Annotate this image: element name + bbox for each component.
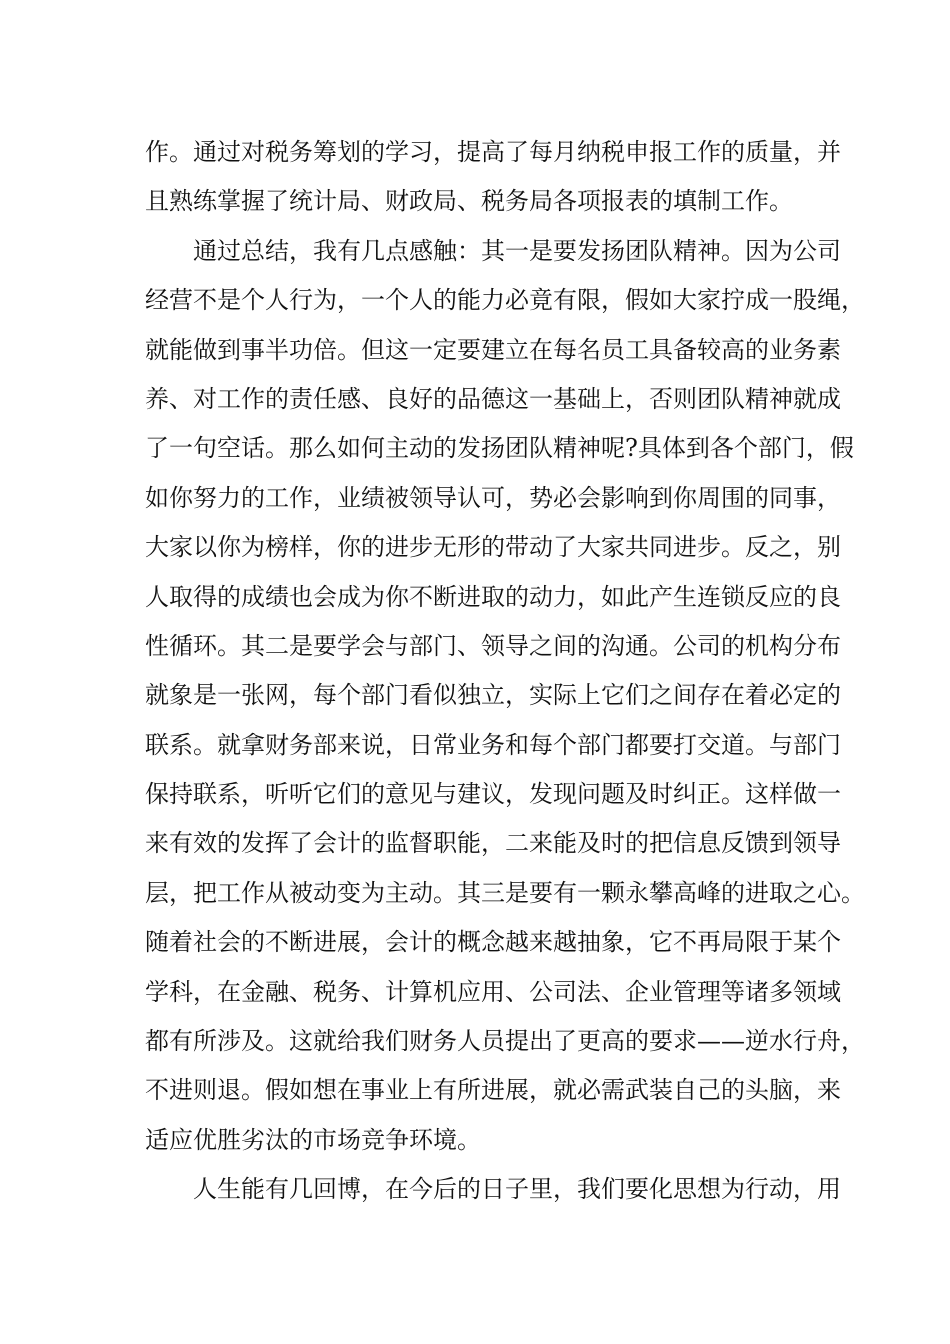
text-line: 随着社会的不断进展，会计的概念越来越抽象，它不再局限于某个	[145, 928, 841, 957]
text-line: 如你努力的工作，业绩被领导认可，势必会影响到你周围的同事，	[145, 483, 841, 512]
text-line: 了一句空话。那么如何主动的发扬团队精神呢?具体到各个部门，假	[145, 434, 854, 463]
text-line: 人生能有几回博，在今后的日子里，我们要化思想为行动，用	[193, 1175, 841, 1204]
text-line: 就象是一张网，每个部门看似独立，实际上它们之间存在着必定的	[145, 681, 841, 710]
text-line: 联系。就拿财务部来说，日常业务和每个部门都要打交道。与部门	[145, 730, 841, 759]
text-line: 层，把工作从被动变为主动。其三是要有一颗永攀高峰的进取之心。	[145, 878, 865, 907]
text-line: 人取得的成绩也会成为你不断进取的动力，如此产生连锁反应的良	[145, 582, 841, 611]
text-line: 都有所涉及。这就给我们财务人员提出了更高的要求——逆水行舟，	[145, 1027, 865, 1056]
text-line: 适应优胜劣汰的市场竞争环境。	[145, 1125, 481, 1154]
document-body	[145, 128, 865, 1215]
text-line: 保持联系，听听它们的意见与建议，发现问题及时纠正。这样做一	[145, 780, 841, 809]
text-line: 就能做到事半功倍。但这一定要建立在每名员工具备较高的业务素	[145, 335, 841, 364]
paragraph	[145, 128, 841, 227]
paragraph	[145, 227, 865, 1165]
text-line: 学科，在金融、税务、计算机应用、公司法、企业管理等诸多领域	[145, 977, 841, 1006]
paragraph	[145, 1165, 841, 1214]
text-line: 经营不是个人行为，一个人的能力必竟有限，假如大家拧成一股绳，	[145, 286, 865, 315]
text-line: 作。通过对税务筹划的学习，提高了每月纳税申报工作的质量，并	[145, 138, 841, 166]
text-line: 来有效的发挥了会计的监督职能，二来能及时的把信息反馈到领导	[145, 829, 841, 858]
text-line: 养、对工作的责任感、良好的品德这一基础上，否则团队精神就成	[145, 384, 841, 413]
text-line: 性循环。其二是要学会与部门、领导之间的沟通。公司的机构分布	[145, 631, 841, 660]
text-line: 不进则退。假如想在事业上有所进展，就必需武装自己的头脑，来	[145, 1076, 841, 1105]
text-line: 大家以你为榜样，你的进步无形的带动了大家共同进步。反之，别	[145, 533, 841, 562]
text-line: 且熟练掌握了统计局、财政局、税务局各项报表的填制工作。	[145, 187, 793, 216]
text-line: 通过总结，我有几点感触：其一是要发扬团队精神。因为公司	[193, 236, 841, 265]
